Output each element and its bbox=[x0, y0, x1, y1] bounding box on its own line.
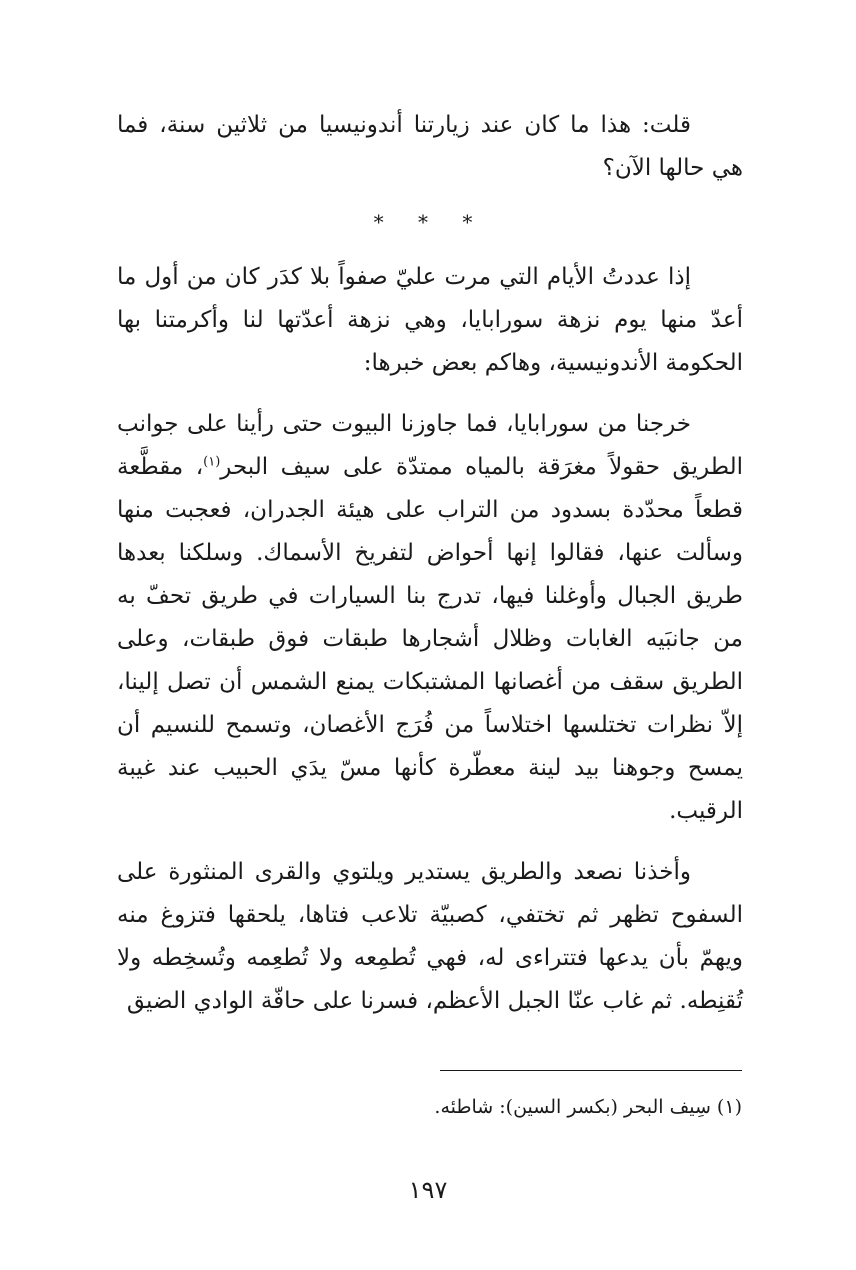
page-body bbox=[117, 104, 743, 1023]
paragraph-1: قلت: هذا ما كان عند زيارتنا أندونيسيا من ثلاثين سنة، فما هي حالها الآن؟ bbox=[117, 112, 743, 181]
footnote-marker: (١) bbox=[203, 454, 221, 470]
paragraph-3-rest: مقطَّعة قطعاً محدّدة بسدود من التراب على هيئة الجدران، فعجبت منها وسألت عنها، فقالوا إنها أحواض لتفريخ الأسماك. وسلكنا بعدها طريق الجبال وأوغلنا فيها، تدرج بنا السيارات في طريق تحفّ به من جانبَيه الغابات وظلال أشجارها طبقات فوق طبقات، وعلى الطريق سقف من أغصانها المشتبكات يمنع الشمس أن تصل إلينا، إلاّ نظرات تختلسها اختلاساً من فُرَج الأغصان، وتسمح للنسيم أن يمسح وجوهنا بيد لينة معطّرة كأنها مسّ يدَي الحبيب عند غيبة الرقيب. bbox=[117, 454, 743, 824]
section-separator: * * * bbox=[373, 210, 487, 234]
paragraph-3-start: خرجنا من سورابايا، فما جاوزنا البيوت حتى رأينا على جوانب الطريق حقولاً مغرَقة بالمياه ممتدّة على سيف البحر bbox=[117, 411, 744, 480]
page-number: ١٩٧ bbox=[408, 1176, 448, 1204]
paragraph-2: إذا عددتُ الأيام التي مرت عليّ صفواً بلا كدَر كان من أول ما أعدّ منها يوم نزهة سورابايا، وهي نزهة أعدّتها لنا وأكرمتنا بها الحكومة الأندونيسية، وهاكم بعض خبرها: bbox=[117, 264, 743, 376]
paragraph-gap bbox=[117, 385, 743, 403]
paragraph-4: وأخذنا نصعد والطريق يستدير ويلتوي والقرى المنثورة على السفوح تظهر ثم تختفي، كصبيّة تلاعب فتاها، يلحقها فتزوغ منه ويهمّ بأن يدعها فتتراءى له، فهي تُطمِعه ولا تُطعِمه وتُسخِطه ولا تُقنِطه. ثم غاب عنّا الجبل الأعظم، فسرنا على حافّة الوادي الضيق bbox=[117, 859, 743, 1014]
paragraph-3 bbox=[117, 403, 743, 833]
paragraph-gap bbox=[117, 833, 743, 851]
footnote-divider bbox=[440, 1070, 742, 1071]
paragraph-3-comma: ، bbox=[183, 454, 204, 480]
footnote: (١) سِيف البحر (بكسر السين): شاطئه. bbox=[434, 1096, 742, 1118]
